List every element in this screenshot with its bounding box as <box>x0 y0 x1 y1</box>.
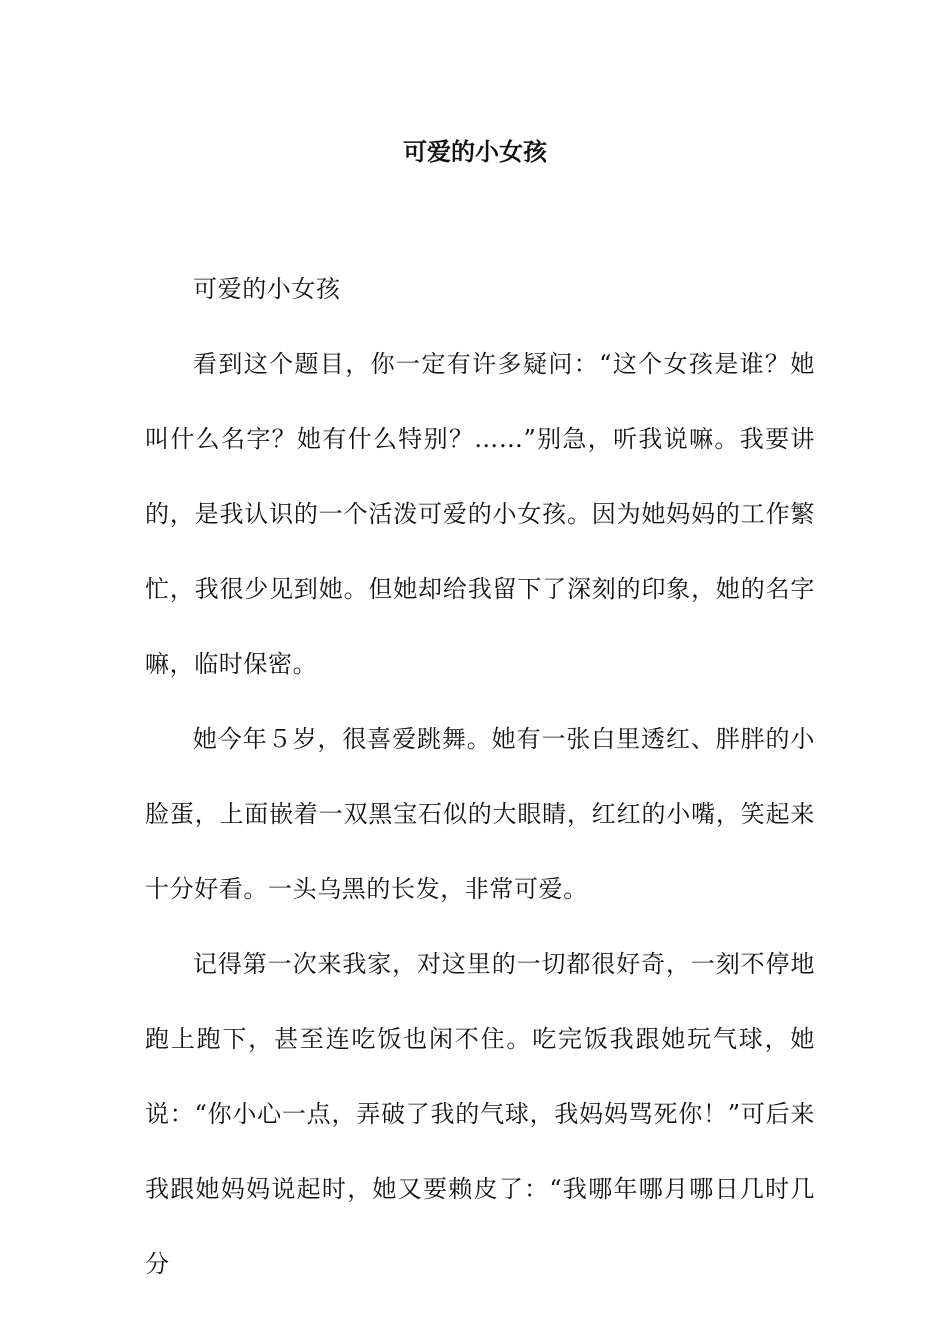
document-title: 可爱的小女孩 <box>403 137 547 166</box>
paragraph-intro: 看到这个题目，你一定有许多疑问：“这个女孩是谁？她叫什么名字？她有什么特别？……”别急，听我说嘛。我要讲的，是我认识的一个活泼可爱的小女孩。因为她妈妈的工作繁忙，我很少见到她。但她却给我留下了深刻的印象，她的名字嘛，临时保密。 <box>145 350 815 678</box>
paragraph-subtitle: 可爱的小女孩 <box>193 275 341 303</box>
paragraph-description: 她今年５岁，很喜爱跳舞。她有一张白里透红、胖胖的小脸蛋，上面嵌着一双黑宝石似的大眼睛，红红的小嘴，笑起来十分好看。一头乌黑的长发，非常可爱。 <box>145 725 815 903</box>
paragraph-memory: 记得第一次来我家，对这里的一切都很好奇，一刻不停地跑上跑下，甚至连吃饭也闲不住。吃完饭我跟她玩气球，她说：“你小心一点，弄破了我的气球，我妈妈骂死你！”可后来我跟她妈妈说起时，她又要赖皮了：“我哪年哪月哪日几时几分 <box>145 950 815 1278</box>
document-body <box>145 252 815 1302</box>
